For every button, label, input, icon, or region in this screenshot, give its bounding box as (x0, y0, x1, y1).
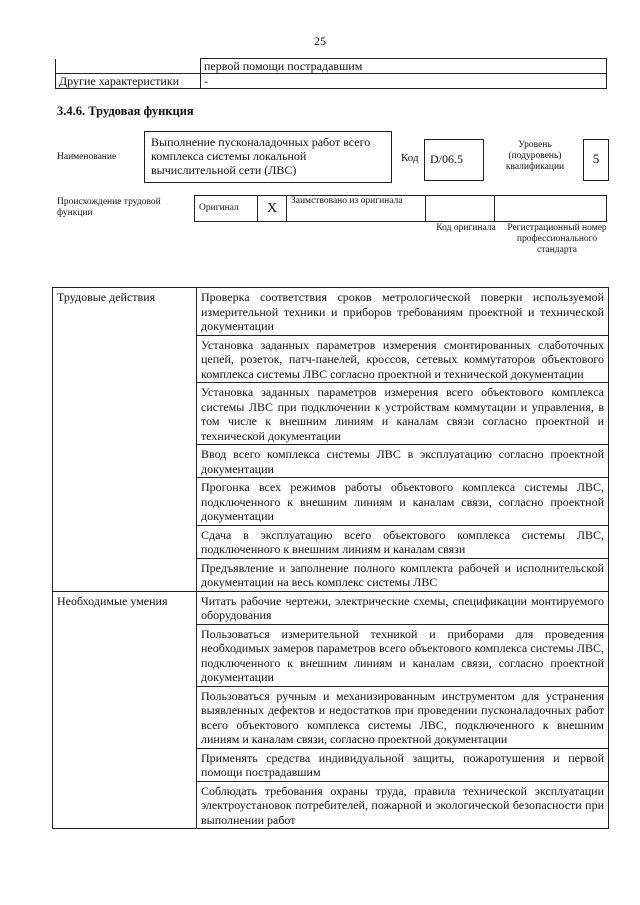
action-item: Сдача в эксплуатацию всего объектового комплекса системы ЛВС, подключенного к внешним линиям и каналам связи (197, 525, 609, 558)
borrowed-label: Заимствовано из оригинала (287, 196, 426, 222)
code-value: D/06.5 (430, 152, 463, 166)
section-title: 3.4.6. Трудовая функция (57, 104, 194, 118)
action-item: Ввод всего комплекса системы ЛВС в эксплуатацию согласно проектной документации (197, 445, 609, 478)
code-box (424, 139, 484, 181)
original-label: Оригинал (195, 196, 258, 222)
other-characteristics-value: - (201, 74, 607, 89)
original-mark: X (258, 196, 287, 222)
skill-item: Соблюдать требования охраны труда, правила технической эксплуатации электроустановок потребителей, пожарной и экологической безопасности при выполнении работ (197, 781, 609, 829)
name-label: Наименование (57, 152, 117, 162)
skills-label: Необходимые умения (53, 591, 197, 829)
code-caption: Код оригинала (436, 223, 496, 233)
origin-table (194, 195, 607, 222)
actions-label: Трудовые действия (53, 288, 197, 592)
reg-caption: Регистрационный номер профессионального стандарта (507, 223, 607, 255)
action-item: Установка заданных параметров измерения всего объектового комплекса системы ЛВС при подключении к устройствам коммутации и управления, в том числе к внешним линиям и каналам связи согласно проектной и технической документации (197, 383, 609, 445)
skill-item: Пользоваться ручным и механизированным инструментом для устранения выявленных дефектов и недостатков при проведении пусконаладочных работ всего объектового комплекса системы ЛВС, подключенного к внешним линиям и каналам связи, согласно проектной документации (197, 686, 609, 748)
other-characteristics-label: Другие характеристики (56, 74, 201, 89)
reg-number-cell (495, 196, 607, 222)
level-box (583, 139, 609, 181)
skill-item: Пользоваться измерительной техникой и приборами для проведения необходимых замеров параметров всего объектового комплекса системы ЛВС, подключенного к внешним линиям и каналам связи, согласно проектной документации (197, 624, 609, 686)
action-item: Проверка соответствия сроков метрологической поверки используемой измерительной техники и приборов требованиям проектной и технической документации (197, 288, 609, 336)
name-box (144, 131, 392, 183)
continuation-text: первой помощи пострадавшим (201, 59, 607, 74)
origin-label: Происхождение трудовой функции (57, 197, 161, 218)
original-code-cell (426, 196, 495, 222)
main-table (52, 287, 609, 829)
skill-item: Применять средства индивидуальной защиты, пожаротушения и первой помощи пострадавшим (197, 748, 609, 781)
action-item: Установка заданных параметров измерения смонтированных слаботочных цепей, розеток, патч-панелей, кроссов, сетевых коммутаторов объектового комплекса системы ЛВС согласно проектной и технической документации (197, 335, 609, 383)
level-value: 5 (592, 151, 600, 166)
name-value: Выполнение пусконаладочных работ всего комплекса системы локальной вычислительной сети (ЛВС) (151, 135, 371, 177)
top-table (55, 58, 607, 89)
action-item: Прогонка всех режимов работы объектового комплекса системы ЛВС, подключенного к внешним линиям и каналам связи, согласно проектной документации (197, 478, 609, 526)
skill-item: Читать рабочие чертежи, электрические схемы, спецификации монтируемого оборудования (197, 591, 609, 624)
page-number: 25 (314, 34, 326, 48)
code-label: Код (401, 152, 419, 164)
action-item: Предъявление и заполнение полного комплекта рабочей и исполнительской документации на весь комплекс системы ЛВС (197, 558, 609, 591)
level-label: Уровень (подуровень) квалификации (505, 140, 565, 172)
